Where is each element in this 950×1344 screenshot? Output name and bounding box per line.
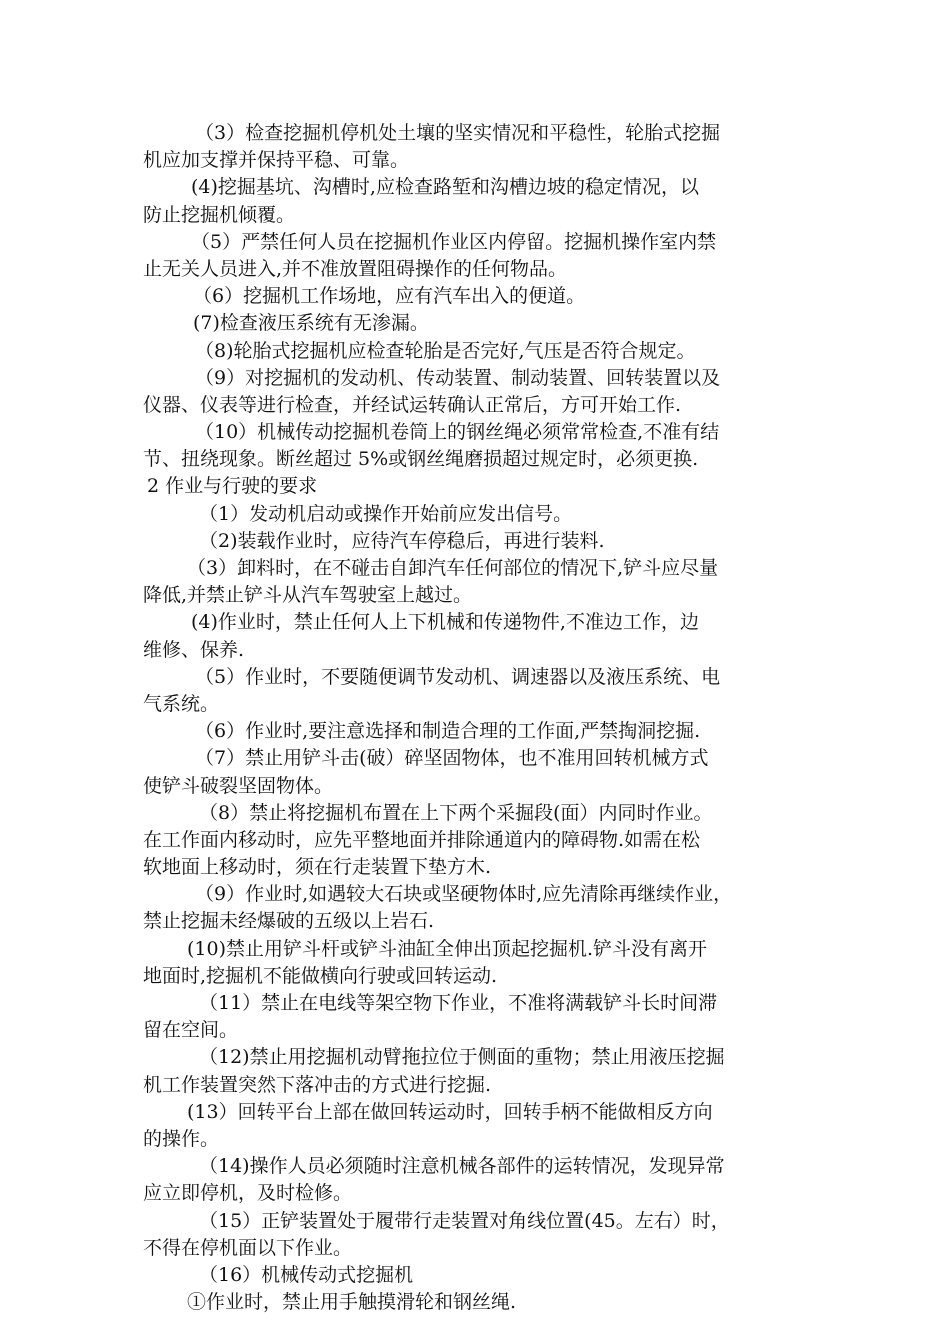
text-line: 使铲斗破裂坚固物体。 (143, 774, 334, 797)
text-line: (4)作业时，禁止任何人上下机械和传递物件,不准边工作，边 (191, 611, 699, 634)
text-line: 防止挖掘机倾覆。 (143, 203, 296, 226)
text-line: 地面时,挖掘机不能做横向行驶或回转运动. (143, 964, 498, 987)
text-line: (4)挖掘基坑、沟槽时,应检查路堑和沟槽边坡的稳定情况，以 (191, 176, 699, 199)
text-line: 不得在停机面以下作业。 (143, 1236, 353, 1259)
text-line: （12)禁止用挖掘机动臂拖拉位于侧面的重物；禁止用液压挖掘 (199, 1046, 725, 1069)
text-line: 机工作装置突然下落冲击的方式进行挖掘. (143, 1073, 492, 1096)
text-line: （8）禁止将挖掘机布置在上下两个采掘段(面）内同时作业。 (199, 801, 713, 824)
text-line: （8)轮胎式挖掘机应检查轮胎是否完好,气压是否符合规定。 (195, 339, 696, 362)
text-line: ①作业时，禁止用手触摸滑轮和钢丝绳. (187, 1291, 517, 1314)
text-line: 节、扭绕现象。断丝超过 5%或钢丝绳磨损超过规定时，必须更换. (143, 448, 699, 471)
text-line: （10）机械传动挖掘机卷筒上的钢丝绳必须常常检查,不准有结 (195, 421, 720, 444)
text-line: (10)禁止用铲斗杆或铲斗油缸全伸出顶起挖掘机.铲斗没有离开 (187, 937, 708, 960)
document-body (143, 120, 823, 1316)
text-line: （3）检查挖掘机停机处土壤的坚实情况和平稳性，轮胎式挖掘 (195, 122, 721, 144)
text-line: （6）挖掘机工作场地，应有汽车出入的便道。 (193, 285, 586, 308)
text-line: （2)装载作业时，应待汽车停稳后，再进行装料. (199, 529, 605, 552)
text-line: （15）正铲装置处于履带行走装置对角线位置(45。左右）时， (199, 1209, 730, 1232)
text-line: 降低,并禁止铲斗从汽车驾驶室上越过。 (143, 584, 473, 607)
text-line: 应立即停机，及时检修。 (143, 1182, 353, 1205)
text-line: （5）作业时，不要随便调节发动机、调速器以及液压系统、电 (195, 665, 721, 688)
text-line: （9）作业时,如遇较大石块或坚硬物体时,应先清除再继续作业， (195, 883, 733, 906)
text-line: （16）机械传动式挖掘机 (199, 1263, 414, 1286)
text-line: （1）发动机启动或操作开始前应发出信号。 (199, 502, 573, 525)
text-line: 留在空间。 (143, 1019, 239, 1042)
text-line: 机应加支撑并保持平稳、可靠。 (143, 149, 410, 172)
text-line: (13）回转平台上部在做回转运动时，回转手柄不能做相反方向 (187, 1100, 713, 1123)
text-line: （14)操作人员必须随时注意机械各部件的运转情况，发现异常 (199, 1155, 725, 1178)
text-line: (7)检查液压系统有无渗漏。 (193, 312, 429, 335)
text-line: （6）作业时,要注意选择和制造合理的工作面,严禁掏洞挖掘. (195, 720, 701, 743)
text-line: 气系统。 (143, 692, 220, 715)
text-line: （3）卸料时，在不碰击自卸汽车任何部位的情况下,铲斗应尽量 (187, 557, 719, 579)
text-line: 止无关人员进入,并不准放置阻碍操作的任何物品。 (143, 257, 568, 280)
text-line: （5）严禁任何人员在挖掘机作业区内停留。挖掘机操作室内禁 (191, 230, 717, 253)
text-line: 在工作面内移动时，应先平整地面并排除通道内的障碍物.如需在松 (143, 828, 701, 851)
text-line: （7）禁止用铲斗击(破）碎坚固物体，也不准用回转机械方式 (195, 747, 709, 770)
text-line: 禁止挖掘未经爆破的五级以上岩石. (143, 910, 435, 933)
section-heading: 2 作业与行驶的要求 (147, 475, 318, 498)
text-line: 软地面上移动时，须在行走装置下垫方木. (143, 856, 492, 879)
text-line: 的操作。 (143, 1127, 220, 1150)
text-line: 维修、保养. (143, 638, 245, 661)
text-line: （11）禁止在电线等架空物下作业，不准将满载铲斗长时间滞 (199, 992, 718, 1014)
text-line: 仪器、仪表等进行检查，并经试运转确认正常后，方可开始工作. (143, 393, 682, 416)
text-line: （9）对挖掘机的发动机、传动装置、制动装置、回转装置以及 (195, 366, 721, 389)
